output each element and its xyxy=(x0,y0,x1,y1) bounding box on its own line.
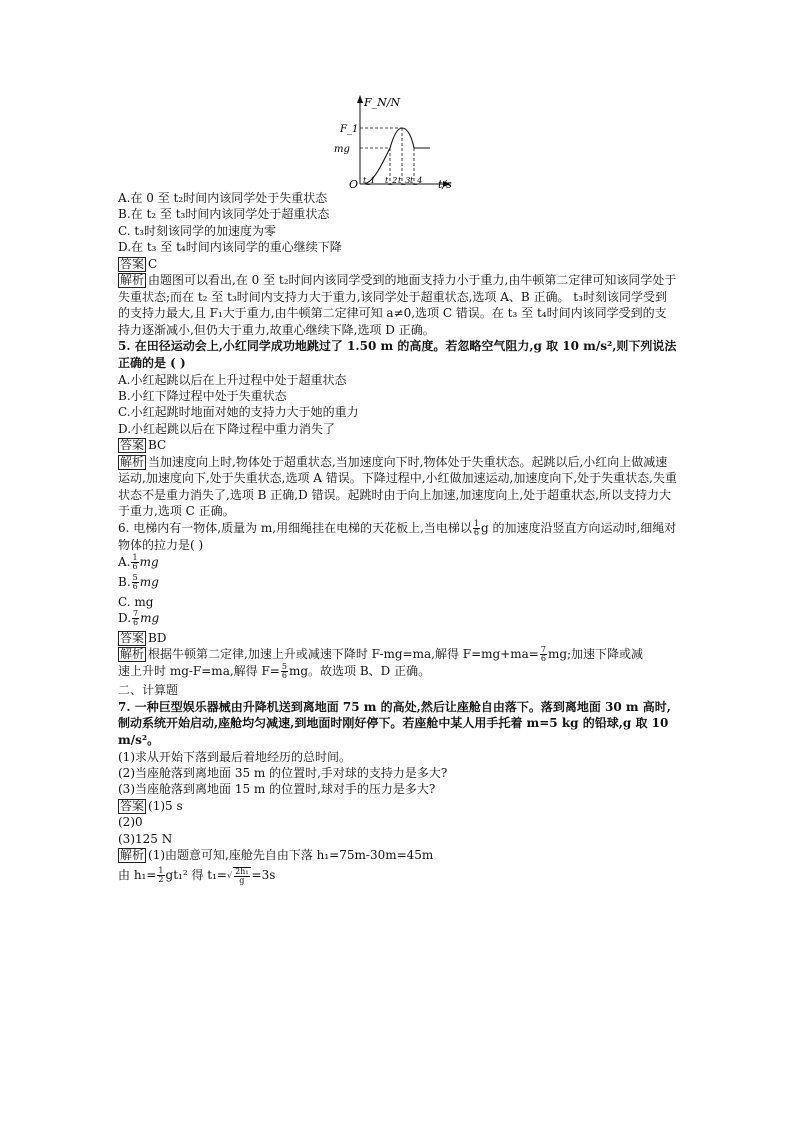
frac-num: 5 xyxy=(281,662,287,672)
q7-answer-2: (2)0 xyxy=(118,815,143,830)
q6-option-c: C. mg xyxy=(118,594,154,609)
q7-analysis2-suffix: =3s xyxy=(251,868,276,883)
q7-sub3: (3)当座舱落到离地面 15 m 的位置时,球对手的压力是多大? xyxy=(118,782,436,797)
frac-num: 1 xyxy=(132,552,138,562)
q7-analysis2-mid: gt₁² 得 t₁= xyxy=(165,868,227,883)
analysis-label-box: 解析 xyxy=(120,647,145,662)
q6-option-b xyxy=(118,574,678,594)
q4-answer-value: C xyxy=(148,256,158,271)
q7-stem xyxy=(118,699,678,749)
q6-option-a xyxy=(118,554,678,574)
q6-stem-before: 6. 电梯内有一物体,质量为 m,用细绳挂在电梯的天花板上,当电梯以 xyxy=(118,521,472,535)
mg-text: mg xyxy=(140,611,160,625)
analysis-fraction-2 xyxy=(281,663,288,680)
frac-den: 6 xyxy=(473,528,479,537)
q7-sub2: (2)当座舱落到离地面 35 m 的位置时,手对球的支持力是多大? xyxy=(118,766,448,780)
analysis-label-box: 解析 xyxy=(120,848,145,863)
q5-answer-value: BC xyxy=(148,438,167,453)
option-prefix: B. xyxy=(118,574,131,589)
answer-label-box: 答案 xyxy=(120,438,145,453)
option-prefix: D. xyxy=(118,611,132,625)
frac-den: 6 xyxy=(133,618,139,627)
t3-label: t_3 xyxy=(398,176,411,185)
answer-label-box: 答案 xyxy=(120,798,145,813)
frac-num: 1 xyxy=(158,866,164,876)
frac-num: 7 xyxy=(133,609,139,618)
mg-text: mg xyxy=(139,574,159,589)
q6-analysis-part1: 根据牛顿第二定律,加速上升或减速下降时 F-mg=ma,解得 F=mg+ma= xyxy=(148,647,539,662)
q6-stem xyxy=(118,520,678,554)
q7-analysis-2 xyxy=(118,863,678,887)
analysis-fraction-half xyxy=(157,867,164,884)
q7-analysis-1 xyxy=(118,847,678,863)
option-fraction xyxy=(132,574,139,591)
answer-label-box: 答案 xyxy=(120,256,145,271)
worksheet-page xyxy=(118,92,678,887)
mg-text: mg xyxy=(139,554,159,569)
y-axis-arrow xyxy=(357,95,363,103)
analysis-label-box: 解析 xyxy=(120,273,145,288)
q4-answer xyxy=(118,256,678,272)
q4-analysis-text: 由题图可以看出,在 0 至 t₂时间内该同学受到的地面支持力小于重力,由牛顿第二定律可知该同学处于失重状态;而在 t₂ 至 t₃时间内支持力大于重力,该同学处于超重状态,选项 A、B 正确。 t₃时刻该同学受到的支持力最大,且 F₁大于重力,由牛顿第二定律可知 a≠0,选项 C 错误。在 t₃ 至 t₄时间内该同学受到的支持力逐渐减小,但仍大于重力,故重心继续下降,选项 D 正确。 xyxy=(118,273,677,337)
q7-analysis1-text: (1)由题意可知,座舱先自由下落 h₁=75m-30m=45m xyxy=(148,848,434,863)
q5-analysis xyxy=(118,454,678,520)
t1-label: t_1 xyxy=(363,176,376,185)
q5-option-d: D.小红起跳以后在下降过程中重力消失了 xyxy=(118,421,336,436)
q6-answer-value: BD xyxy=(148,631,167,645)
frac-den: g xyxy=(239,875,245,885)
q4-option-b: B.在 t₂ 至 t₃时间内该同学处于超重状态 xyxy=(118,207,330,222)
answer-label-box: 答案 xyxy=(120,631,145,645)
frac-den: 6 xyxy=(540,654,546,664)
frac-num: 5 xyxy=(132,572,138,582)
frac-den: 6 xyxy=(132,581,138,591)
q6-analysis-part3: 速上升时 mg-F=ma,解得 F= xyxy=(118,664,280,679)
x-axis-label: t/s xyxy=(438,178,452,190)
force-time-figure xyxy=(118,92,678,190)
analysis-label-box: 解析 xyxy=(120,454,145,469)
q5-stem xyxy=(118,338,678,371)
frac-num: 2h₁ xyxy=(235,866,249,876)
frac-num: 1 xyxy=(473,519,479,528)
t4-label: t_4 xyxy=(410,176,423,185)
q7-analysis2-prefix: 由 h₁= xyxy=(118,868,157,883)
analysis-fraction-1 xyxy=(540,646,547,663)
q6-analysis-part4: mg。故选项 B、D 正确。 xyxy=(288,664,431,679)
q5-answer xyxy=(118,437,678,453)
q4-option-c: C. t₃时刻该同学的加速度为零 xyxy=(118,223,277,238)
q7-answer-3: (3)125 N xyxy=(118,831,173,846)
f1-label: F_1 xyxy=(340,124,359,135)
sqrt-expression: √ $\frac{\text{2h₁}}{g}$ xyxy=(226,866,249,885)
q5-stem-text: 5. 在田径运动会上,小红同学成功地跳过了 1.50 m 的高度。若忽略空气阻力,g 取 10 m/s²,则下列说法正确的是 ( ) xyxy=(118,339,677,370)
frac-den: 6 xyxy=(281,671,287,681)
q7-answer-1 xyxy=(118,798,678,814)
q7-answer1-value: (1)5 s xyxy=(148,798,183,813)
q5-analysis-text: 当加速度向上时,物体处于超重状态,当加速度向下时,物体处于失重状态。起跳以后,小红向上做减速运动,加速度向下,处于失重状态,选项 A 错误。下降过程中,小红做加速运动,加速度向下,处于失重状态,失重状态不是重力消失了,选项 B 正确,D 错误。起跳时由于向上加速,加速度向上,处于超重状态,所以支持力大于重力,选项 C 正确。 xyxy=(118,454,678,519)
q5-option-a: A.小红起跳以后在上升过程中处于超重状态 xyxy=(118,372,347,387)
y-axis-label: F_N/N xyxy=(364,96,401,109)
force-time-graph xyxy=(330,92,462,190)
mg-label: mg xyxy=(334,144,350,155)
q6-option-d xyxy=(118,610,678,630)
frac-num: 7 xyxy=(540,645,546,655)
q5-option-b: B.小红下降过程中处于失重状态 xyxy=(118,389,287,403)
option-prefix: A. xyxy=(118,554,131,569)
q6-stem-after: g 的加速度沿竖直方向运动时,细绳对物体的拉力是( ) xyxy=(118,521,677,552)
option-fraction xyxy=(132,610,139,627)
q4-option-d: D.在 t₃ 至 t₄时间内该同学的重心继续下降 xyxy=(118,240,342,255)
q4-option-a: A.在 0 至 t₂时间内该同学处于失重状态 xyxy=(118,191,328,205)
q6-analysis-part2: mg;加速下降或减 xyxy=(547,647,644,662)
q7-sub1: (1)求从开始下落到最后着地经历的总时间。 xyxy=(118,749,351,764)
q6-answer xyxy=(118,630,678,646)
q6-analysis xyxy=(118,646,678,680)
q5-option-c: C.小红起跳时地面对她的支持力大于她的重力 xyxy=(118,405,359,420)
frac-den: 2 xyxy=(158,875,164,885)
q4-analysis xyxy=(118,272,678,338)
t2-label: t_2 xyxy=(385,176,398,185)
frac-den: 6 xyxy=(132,561,138,571)
q7-stem-text: 7. 一种巨型娱乐器械由升降机送到离地面 75 m 的高处,然后让座舱自由落下。落到离地面 30 m 高时,制动系统开始启动,座舱均匀减速,到地面时刚好停下。若座舱中某人用手托着 m=5 kg 的铅球,g 取 10 m/s²。 xyxy=(118,699,671,747)
q6-fraction xyxy=(473,520,480,537)
origin-label: O xyxy=(349,178,359,190)
option-fraction xyxy=(131,554,138,571)
sqrt-fraction xyxy=(233,867,250,885)
section-heading: 二、计算题 xyxy=(118,683,179,698)
